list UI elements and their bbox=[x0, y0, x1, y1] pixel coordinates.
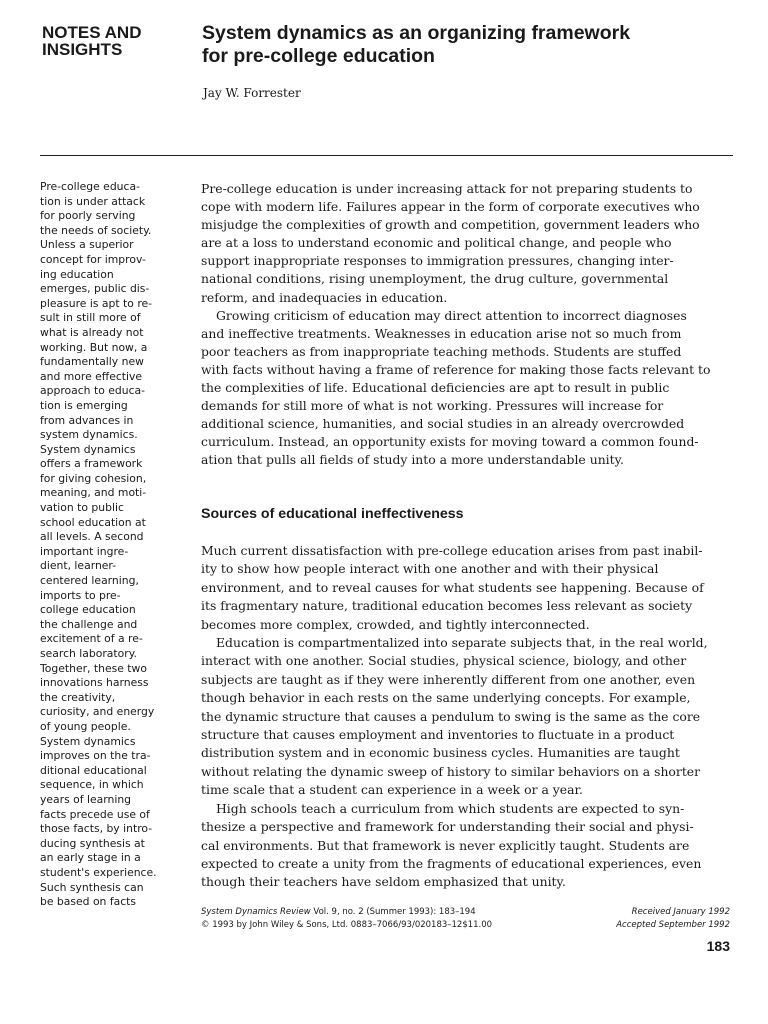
text-line: poor teachers as from inappropriate teaching methods. Students are stuffed bbox=[201, 343, 682, 359]
section-label-line: NOTES AND bbox=[42, 23, 142, 42]
text-line: national conditions, rising unemployment, the drug culture, governmental bbox=[201, 271, 669, 287]
text-line: misjudge the complexities of growth and competition, government leaders who bbox=[201, 217, 700, 233]
sidebar-line: tion is under attack bbox=[40, 194, 146, 208]
sidebar-line: an early stage in a bbox=[40, 851, 141, 865]
text-line: with facts without having a frame of reference for making those facts relevant to bbox=[201, 361, 711, 377]
text-line: environment, and to reveal causes for what students see happening. Because of bbox=[201, 579, 704, 595]
sidebar-line: system dynamics. bbox=[40, 428, 138, 442]
sidebar-line: approach to educa- bbox=[40, 384, 146, 398]
text-line: cope with modern life. Failures appear in the form of corporate executives who bbox=[201, 199, 700, 215]
sidebar-line: working. But now, a bbox=[40, 340, 148, 354]
section-heading: Sources of educational ineffectiveness bbox=[201, 506, 464, 522]
page-number: 183 bbox=[706, 938, 730, 954]
sidebar-line: student's experience. bbox=[40, 865, 157, 879]
text-line: ity to show how people interact with one another and with their physical bbox=[201, 561, 659, 577]
sidebar-line: years of learning bbox=[40, 792, 132, 806]
sidebar-line: Pre-college educa- bbox=[40, 180, 140, 193]
section-label-line: INSIGHTS bbox=[42, 40, 123, 59]
text-line: time scale that a student can experience in a week or a year. bbox=[201, 782, 583, 798]
sidebar-line: System dynamics bbox=[40, 734, 136, 748]
sidebar-line: and more effective bbox=[40, 369, 143, 383]
sidebar-line: meaning, and moti- bbox=[40, 486, 147, 500]
sidebar-line: centered learning, bbox=[40, 574, 139, 588]
sidebar-line: excitement of a re- bbox=[40, 632, 143, 646]
sidebar-line: the needs of society. bbox=[40, 223, 152, 237]
sidebar-line: vation to public bbox=[40, 501, 124, 515]
sidebar-line: ducing synthesis at bbox=[40, 836, 145, 850]
text-line: demands for still more of what is not working. Pressures will increase for bbox=[201, 398, 664, 414]
sidebar-line: sult in still more of bbox=[40, 311, 141, 325]
sidebar-line: fundamentally new bbox=[40, 355, 144, 369]
sidebar-line: search laboratory. bbox=[40, 647, 137, 660]
sidebar-line: for poorly serving bbox=[40, 209, 136, 223]
author-name: Jay W. Forrester bbox=[203, 86, 301, 100]
sidebar-line: those facts, by intro- bbox=[40, 822, 153, 836]
text-line: additional science, humanities, and social studies in an already overcrowded bbox=[201, 416, 685, 432]
text-line: Much current dissatisfaction with pre-college education arises from past inabil- bbox=[201, 543, 703, 558]
sidebar-line: improves on the tra- bbox=[40, 749, 151, 763]
paragraph bbox=[201, 634, 733, 800]
sidebar-line: curiosity, and energy bbox=[40, 705, 155, 719]
title-line: System dynamics as an organizing framework bbox=[202, 22, 631, 44]
sidebar-line: what is already not bbox=[40, 325, 144, 339]
sidebar-line: important ingre- bbox=[40, 544, 129, 558]
article-title bbox=[202, 22, 742, 68]
paragraph bbox=[201, 307, 733, 470]
sidebar-line: concept for improv- bbox=[40, 252, 146, 266]
sidebar-line: all levels. A second bbox=[40, 530, 144, 544]
text-line: reform, and inadequacies in education. bbox=[201, 289, 448, 305]
section-label bbox=[42, 24, 192, 58]
text-line: without relating the dynamic sweep of history to similar behaviors on a shorter bbox=[201, 763, 701, 779]
received-date: Received January 1992 bbox=[631, 907, 730, 917]
text-line: and ineffective treatments. Weaknesses in education arise not so much from bbox=[201, 325, 682, 341]
text-line: Education is compartmentalized into separate subjects that, in the real world, bbox=[216, 635, 708, 651]
dates-footer bbox=[616, 906, 730, 931]
text-line: becomes more complex, crowded, and tightly interconnected. bbox=[201, 616, 590, 632]
text-line: though behavior in each rests on the same underlying concepts. For example, bbox=[201, 690, 691, 706]
sidebar-line: facts precede use of bbox=[40, 807, 150, 821]
paragraph bbox=[201, 542, 733, 634]
text-line: curriculum. Instead, an opportunity exists for moving toward a common found- bbox=[201, 434, 699, 450]
sidebar-line: college education bbox=[40, 603, 136, 617]
text-line: distribution system and in economic business cycles. Humanities are taught bbox=[201, 745, 680, 761]
sidebar-line: sequence, in which bbox=[40, 778, 144, 792]
text-line: High schools teach a curriculum from which students are expected to syn- bbox=[216, 800, 685, 816]
text-line: Growing criticism of education may direct attention to incorrect diagnoses bbox=[216, 307, 687, 323]
text-line: expected to create a unity from the fragments of educational experiences, even bbox=[201, 855, 702, 871]
text-line: the complexities of life. Educational deficiencies are apt to result in public bbox=[201, 380, 670, 396]
text-line: subjects are taught as if they were inherently different from one another, even bbox=[201, 671, 696, 687]
sidebar-line: Together, these two bbox=[40, 661, 147, 675]
text-line: cal environments. But that framework is never explicitly taught. Students are bbox=[201, 837, 690, 853]
text-line: though their teachers have seldom emphasized that unity. bbox=[201, 874, 566, 890]
sidebar-line: System dynamics bbox=[40, 442, 136, 456]
citation-line bbox=[201, 906, 492, 919]
text-line: Pre-college education is under increasing attack for not preparing students to bbox=[201, 181, 693, 196]
text-line: the dynamic structure that causes a pendulum to swing is the same as the core bbox=[201, 708, 701, 724]
sidebar-line: the creativity, bbox=[40, 690, 116, 704]
sidebar-line: tion is emerging bbox=[40, 398, 128, 412]
sidebar-line: school education at bbox=[40, 515, 146, 529]
sidebar-line: be based on facts bbox=[40, 895, 137, 909]
sidebar-line: innovations harness bbox=[40, 676, 149, 690]
paragraph bbox=[201, 180, 733, 307]
sidebar-line: for giving cohesion, bbox=[40, 471, 147, 485]
accepted-date: Accepted September 1992 bbox=[616, 919, 730, 930]
text-line: support inappropriate responses to immigration pressures, changing inter- bbox=[201, 253, 674, 269]
copyright-line: © 1993 by John Wiley & Sons, Ltd. 0883–7066/93/020183–12$11.00 bbox=[201, 919, 493, 930]
sidebar-line: imports to pre- bbox=[40, 588, 121, 602]
text-line: its fragmentary nature, traditional education becomes less relevant as society bbox=[201, 598, 693, 614]
sidebar-line: offers a framework bbox=[40, 457, 143, 471]
intro-text bbox=[201, 180, 733, 470]
journal-name: System Dynamics Review bbox=[201, 907, 311, 917]
title-line: for pre-college education bbox=[202, 45, 435, 67]
sidebar-line: Such synthesis can bbox=[40, 880, 144, 894]
sidebar-line: dient, learner- bbox=[40, 559, 117, 573]
text-line: thesize a perspective and framework for understanding their social and physi- bbox=[201, 819, 694, 835]
sidebar-line: ditional educational bbox=[40, 763, 147, 777]
paragraph bbox=[201, 800, 733, 892]
sidebar-line: emerges, public dis- bbox=[40, 282, 150, 296]
text-line: interact with one another. Social studies, physical science, biology, and other bbox=[201, 653, 687, 669]
text-line: structure that causes employment and inventories to fluctuate in a product bbox=[201, 727, 675, 743]
sidebar-line: ing education bbox=[40, 267, 114, 281]
header-divider bbox=[40, 155, 733, 156]
sidebar-line: of young people. bbox=[40, 719, 131, 733]
sidebar-line: Unless a superior bbox=[40, 238, 134, 252]
section-text bbox=[201, 542, 733, 892]
abstract-sidebar bbox=[40, 180, 175, 910]
citation-details: Vol. 9, no. 2 (Summer 1993): 183–194 bbox=[310, 907, 476, 917]
sidebar-line: pleasure is apt to re- bbox=[40, 296, 153, 310]
citation-footer bbox=[201, 906, 492, 931]
text-line: are at a loss to understand economic and political change, and people who bbox=[201, 235, 672, 251]
sidebar-line: from advances in bbox=[40, 413, 134, 427]
sidebar-line: the challenge and bbox=[40, 617, 138, 631]
text-line: ation that pulls all fields of study into a more understandable unity. bbox=[201, 452, 624, 468]
